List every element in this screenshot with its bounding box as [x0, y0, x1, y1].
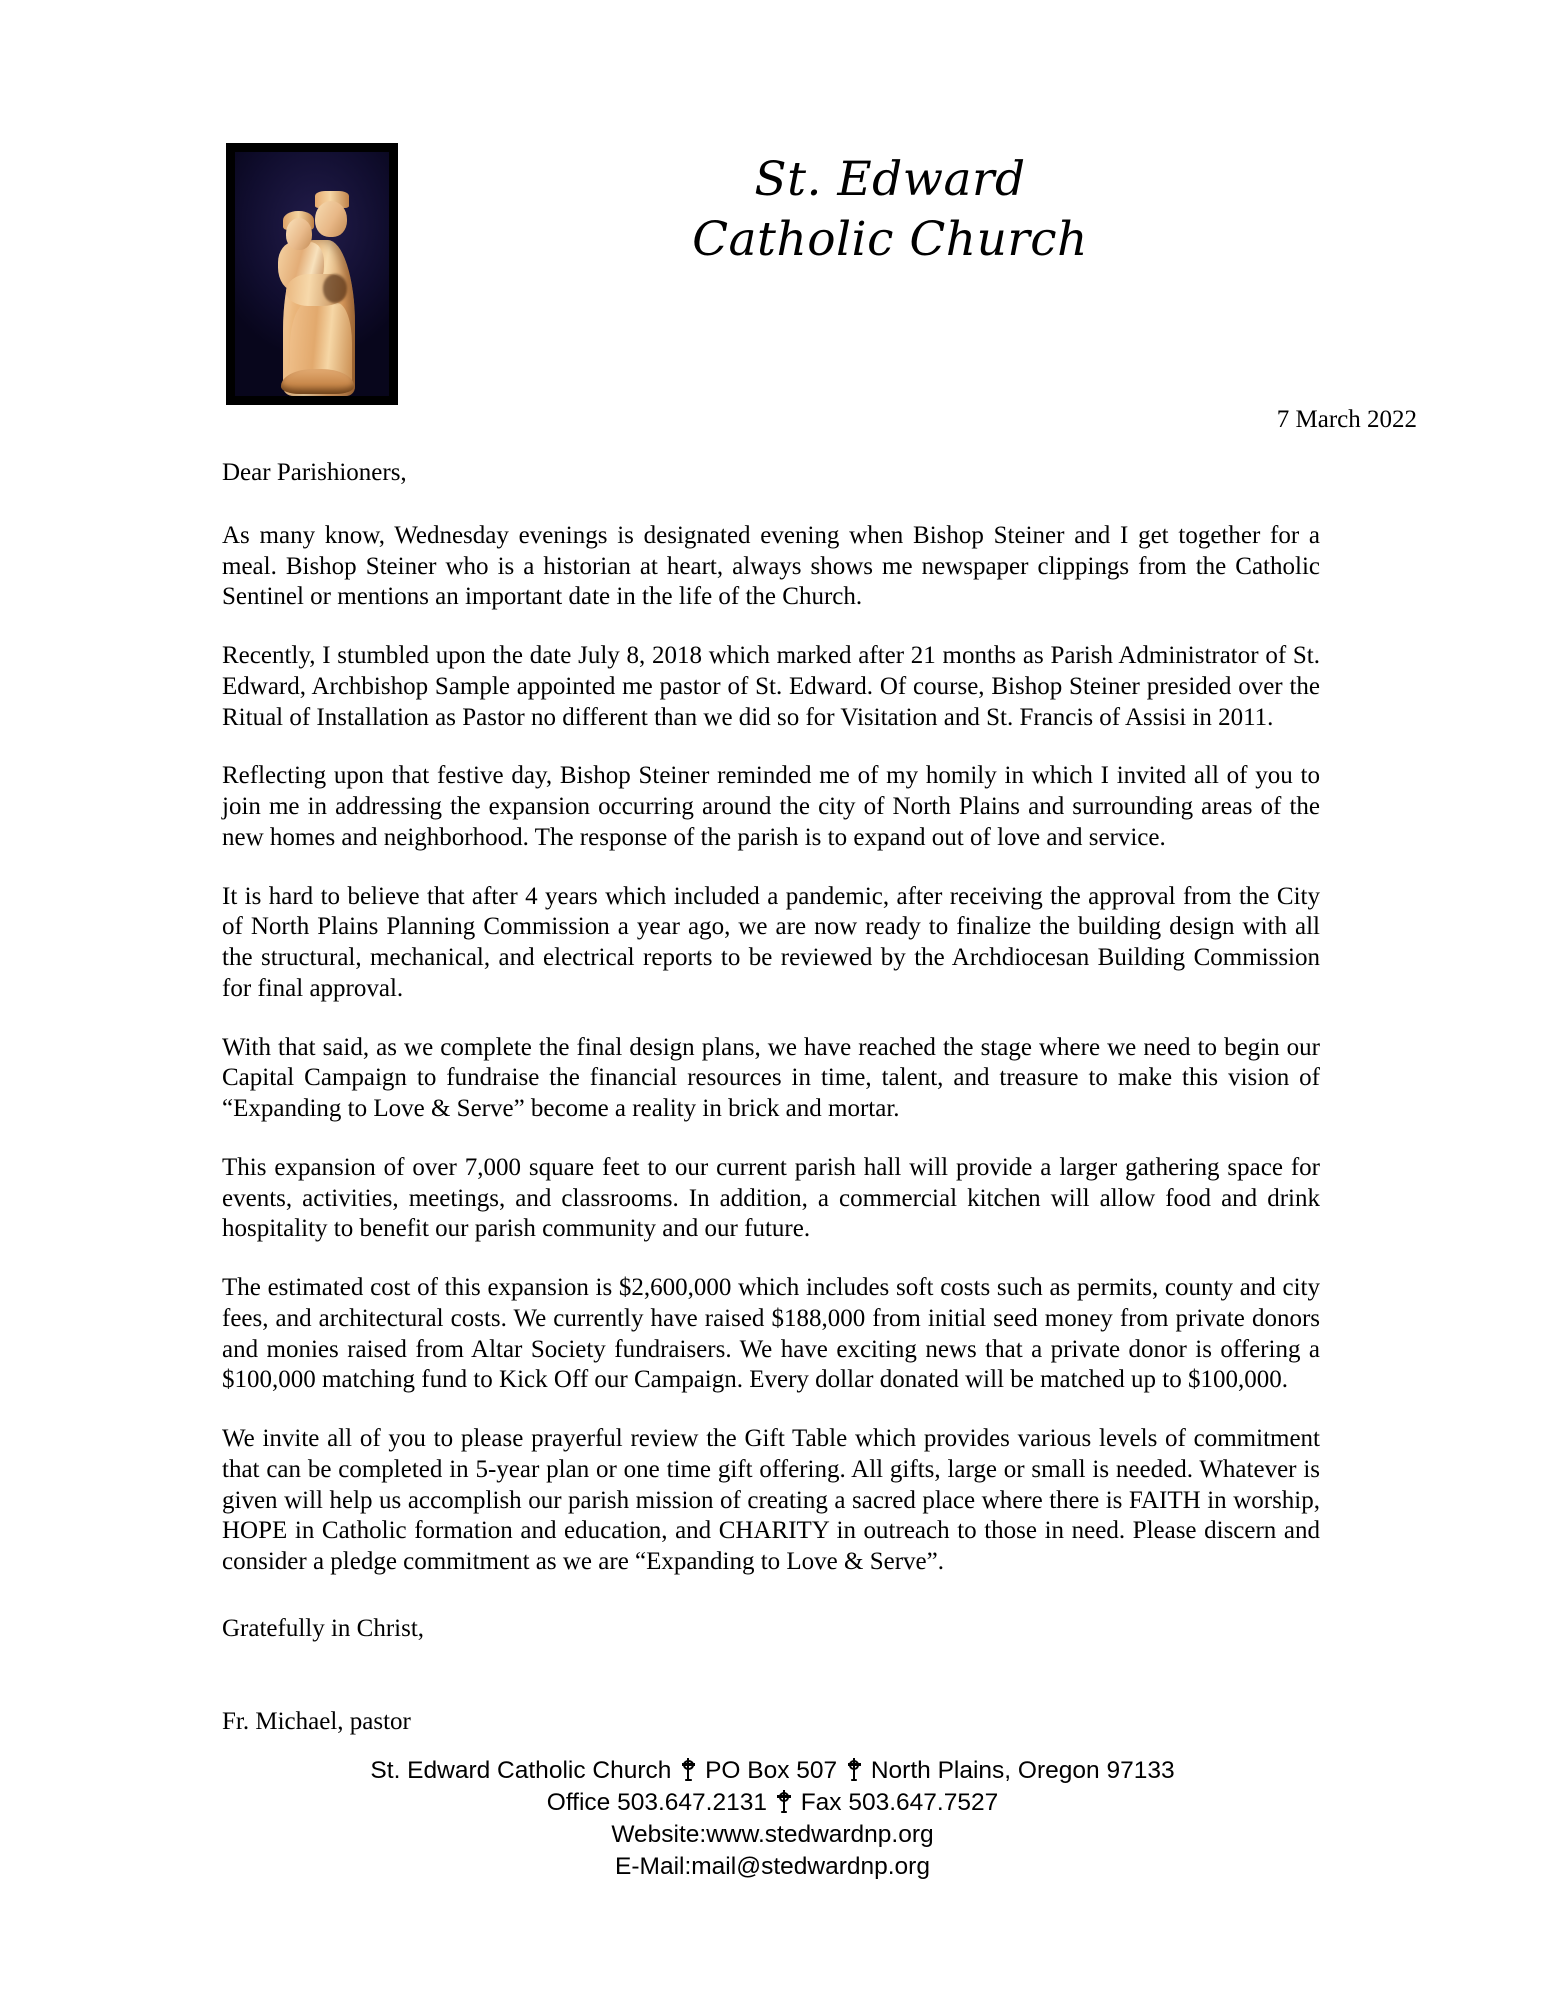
body-paragraph-6: This expansion of over 7,000 square feet to our current parish hall will provide a larger gathering space for events, activities, meetings, and classrooms. In addition, a commercial kitchen will allow food and drink hospitality to benefit our parish community and our future.: [222, 1153, 1320, 1243]
closing-line: Gratefully in Christ,: [222, 1614, 425, 1642]
celtic-cross-icon: [846, 1757, 861, 1782]
celtic-cross-icon: [681, 1757, 696, 1782]
body-paragraph-5: With that said, as we complete the final design plans, we have reached the stage where we need to begin our Capital Campaign to fundraise the financial resources in time, talent, and treasure to make this vision of “Expanding to Love & Serve” become a reality in brick and mortar.: [222, 1033, 1320, 1122]
footer-address-line: [0, 1755, 1545, 1787]
statue-saint-head-shape: [315, 201, 347, 238]
body-paragraph-7: The estimated cost of this expansion is $2,600,000 which includes soft costs such as permits, county and city fees, and architectural costs. We currently have raised $188,000 from initial seed money from private donors and monies raised from Altar Society fundraisers. We have exciting news that a private donor is offering a $100,000 matching fund to Kick Off our Campaign. Every dollar donated will be matched up to $100,000.: [222, 1274, 1320, 1394]
body-paragraph-8: We invite all of you to please prayerful review the Gift Table which provides various levels of commitment that can be completed in 5-year plan or one time gift offering. All gifts, large or small is needed. Whatever is given will help us accomplish our parish mission of creating a sacred place where there is FAITH in worship, HOPE in Catholic formation and education, and CHARITY in outreach to those in need. Please discern and consider a pledge commitment as we are “Expanding to Love & Serve”.: [222, 1425, 1320, 1575]
footer-website[interactable]: Website:www.stedwardnp.org: [611, 1820, 934, 1848]
body-paragraph-2: Recently, I stumbled upon the date July 8, 2018 which marked after 21 months as Parish Administrator of St. Edward, Archbishop Sample appointed me pastor of St. Edward. Of course, Bishop Steiner presided over the Ritual of Installation as Pastor no different than we did so for Visitation and St. Francis of Assisi in 2011.: [222, 642, 1320, 731]
church-name-title: [440, 150, 1340, 270]
footer-church-name: St. Edward Catholic Church: [370, 1757, 672, 1784]
parish-logo-photo-frame: [226, 143, 398, 405]
footer-email[interactable]: E-Mail:mail@stedwardnp.org: [615, 1852, 930, 1880]
body-paragraph-3: Reflecting upon that festive day, Bishop Steiner reminded me of my homily in which I invited all of you to join me in addressing the expansion occurring around the city of North Plains and surrounding areas of the new homes and neighborhood. The response of the parish is to expand out of love and service.: [222, 762, 1320, 851]
statue-photo: [235, 152, 389, 396]
church-name-line-1: St. Edward: [754, 152, 1026, 207]
letterhead: [0, 0, 1545, 420]
footer-city-state-zip: North Plains, Oregon 97133: [870, 1757, 1175, 1784]
church-name-line-2: Catholic Church: [692, 212, 1088, 268]
statue-base-shape: [281, 369, 353, 393]
body-paragraph-1: As many know, Wednesday evenings is designated evening when Bishop Steiner and I get together for a meal. Bishop Steiner who is a historian at heart, always shows me newspaper clippings from the Catholic Sentinel or mentions an important date in the life of the Church.: [222, 521, 1320, 611]
body-paragraph-4: It is hard to believe that after 4 years which included a pandemic, after receiving the approval from the City of North Plains Planning Commission a year ago, we are now ready to finalize the building design with all the structural, mechanical, and electrical reports to be reviewed by the Archdiocesan Building Commission for final approval.: [222, 882, 1320, 1002]
footer-fax-number: Fax 503.647.7527: [800, 1788, 999, 1816]
statue-child-head-shape: [286, 218, 312, 250]
page-footer: [0, 1755, 1545, 1882]
letter-date: 7 March 2022: [1276, 406, 1417, 433]
footer-office-phone: Office 503.647.2131: [546, 1788, 767, 1816]
salutation: Dear Parishioners,: [222, 459, 407, 486]
signature-line: Fr. Michael, pastor: [222, 1707, 411, 1735]
celtic-cross-icon: [776, 1789, 791, 1814]
footer-phone-line: [0, 1787, 1545, 1819]
footer-po-box: PO Box 507: [705, 1757, 838, 1784]
letter-body: [222, 458, 1320, 1737]
